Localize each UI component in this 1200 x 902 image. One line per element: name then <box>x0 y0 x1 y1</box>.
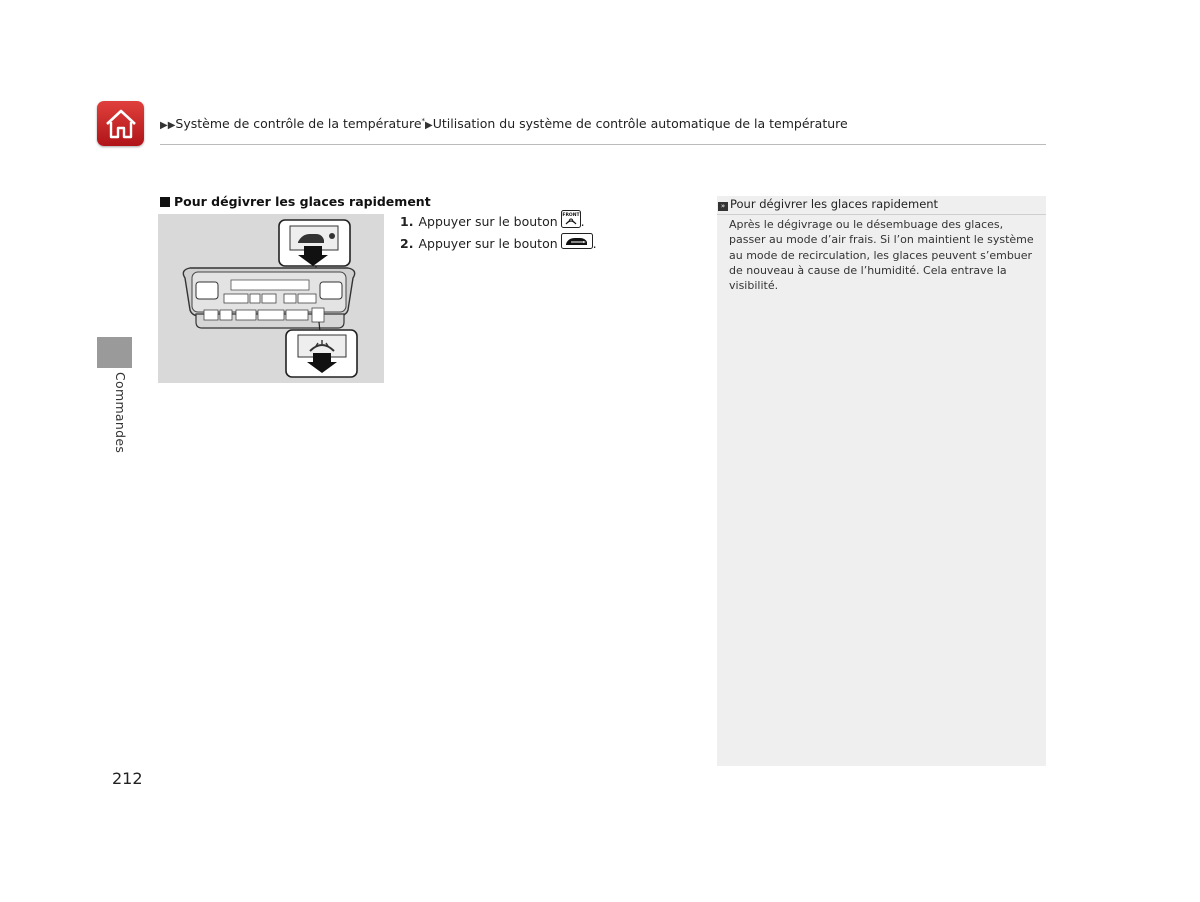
note-title: » Pour dégivrer les glaces rapidement <box>717 196 1046 215</box>
steps-list <box>400 210 597 254</box>
breadcrumb-current: Utilisation du système de contrôle automatique de la température <box>432 116 848 131</box>
breadcrumb-arrow-icon: ▶▶ <box>160 120 176 131</box>
step-number: 1. <box>400 214 414 229</box>
fresh-air-mode-icon <box>561 233 593 254</box>
climate-control-panel-illustration <box>158 214 384 383</box>
step-end: . <box>580 214 585 229</box>
home-icon <box>104 108 138 140</box>
step-1 <box>400 210 597 233</box>
note-panel <box>717 196 1046 766</box>
step-text: Appuyer sur le bouton <box>418 236 558 251</box>
option-mark: * <box>421 116 426 125</box>
breadcrumb-link-climate[interactable]: Système de contrôle de la température <box>175 116 422 131</box>
note-marker-icon: » <box>718 202 728 211</box>
note-body: Après le dégivrage ou le désembuage des glaces, passer au mode d’air frais. Si l’on maintient le système au mode de recirculation, les glaces peuvent s’embuer de nouveau à cause de l’humidité. Cela entrave la visibilité. <box>729 218 1034 293</box>
step-2 <box>400 233 597 254</box>
breadcrumb-arrow-icon: ▶ <box>425 120 433 131</box>
chapter-tab[interactable] <box>97 337 132 368</box>
home-button[interactable] <box>97 101 144 146</box>
header-divider <box>160 144 1046 145</box>
breadcrumb <box>160 116 848 131</box>
square-bullet-icon <box>160 197 170 207</box>
front-label: FRONT <box>562 213 580 218</box>
chapter-label: Commandes <box>113 372 128 454</box>
section-title: Pour dégivrer les glaces rapidement <box>160 194 431 209</box>
step-end: . <box>592 236 597 251</box>
front-defrost-icon <box>561 210 581 233</box>
step-number: 2. <box>400 236 414 251</box>
page-number: 212 <box>112 769 143 788</box>
step-text: Appuyer sur le bouton <box>418 214 558 229</box>
